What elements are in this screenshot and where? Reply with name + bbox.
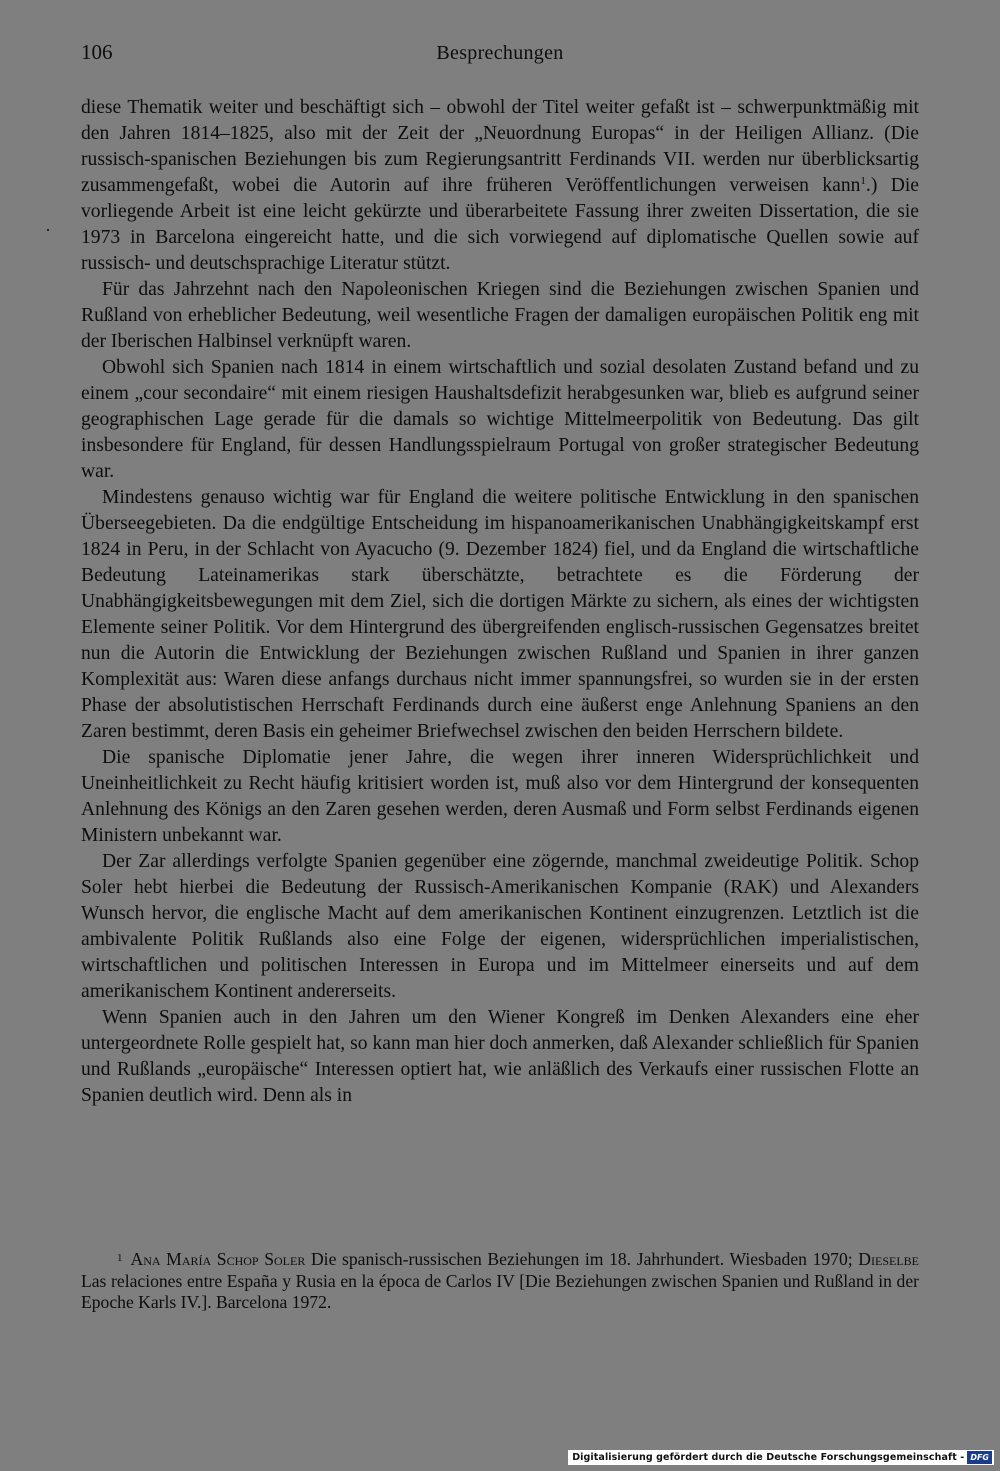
paragraph-1-text-a: diese Thematik weiter und beschäftigt sich – obwohl der Titel weiter gefaßt ist – schwerpunktmäßig mit den Jahren 1814–1825, also mit der Zeit der „Neuordnung Europas“ in der Heiligen Allianz. (Die russisch-spanischen Beziehungen bis zum Regierungsantritt Ferdinands VII. werden nur überblicksartig zusammengefaßt, wobei die Autorin auf ihre früheren Veröffentlichungen verweisen kann	[81, 97, 919, 196]
paragraph-1	[81, 95, 919, 277]
footnote-author-2: Dieselbe	[858, 1249, 919, 1269]
footnote-text-1: Die spanisch-russischen Beziehungen im 18. Jahrhundert. Wiesbaden 1970;	[305, 1249, 859, 1269]
paragraph-3: Obwohl sich Spanien nach 1814 in einem wirtschaftlich und sozial desolaten Zustand befand und zu einem „cour secondaire“ mit einem riesigen Haushaltsdefizit herabgesunken war, blieb es aufgrund seiner geographischen Lage gerade für die damals so wichtige Mittelmeerpolitik von Bedeutung. Das gilt insbesondere für England, für dessen Handlungsspielraum Portugal von großer strategischer Bedeutung war.	[81, 357, 919, 482]
paragraph-6: Der Zar allerdings verfolgte Spanien gegenüber eine zögernde, manchmal zweideutige Politik. Schop Soler hebt hierbei die Bedeutung der Russisch-Amerikanischen Kompanie (RAK) und Alexanders Wunsch hervor, die englische Macht auf dem amerikanischen Kontinent einzugrenzen. Letztlich ist die ambivalente Politik Rußlands also eine Folge der eigenen, widersprüchlichen imperialistischen, wirtschaftlichen und politischen Interessen in Europa und im Mittelmeer einerseits und auf dem amerikanischem Kontinent andererseits.	[81, 851, 919, 1002]
funding-footer	[568, 1450, 994, 1465]
article-body	[81, 95, 919, 1109]
paragraph-7: Wenn Spanien auch in den Jahren um den Wiener Kongreß im Denken Alexanders eine eher untergeordnete Rolle gespielt hat, so kann man hier doch anmerken, daß Alexander schließlich für Spanien und Rußlands „europäische“ Interessen optiert hat, wie anläßlich des Verkaufs einer russischen Flotte an Spanien deutlich wird. Denn als in	[81, 1007, 919, 1106]
footnotes	[81, 1248, 919, 1314]
paragraph-1-text-b: .) Die vorliegende Arbeit ist eine leicht gekürzte und überarbeitete Fassung ihrer zweiten Dissertation, die sie 1973 in Barcelona eingereicht hatte, und die sich vorwiegend auf diplomatische Quellen sowie auf russisch- und deutschsprachige Literatur stützt.	[81, 175, 919, 274]
footnote-reference: 1	[860, 175, 866, 187]
paragraph-5: Die spanische Diplomatie jener Jahre, die wegen ihrer inneren Widersprüchlichkeit und Uneinheitlichkeit zu Recht häufig kritisiert worden ist, muß also vor dem Hintergrund der konsequenten Anlehnung des Königs an den Zaren gesehen werden, deren Ausmaß und Form selbst Ferdinands eigenen Ministern unbekannt war.	[81, 747, 919, 846]
paragraph-2: Für das Jahrzehnt nach den Napoleonischen Kriegen sind die Beziehungen zwischen Spanien und Rußland von erheblicher Bedeutung, weil wesentliche Fragen der damaligen europäischen Politik eng mit der Iberischen Halbinsel verknüpft waren.	[81, 279, 919, 352]
footnote-author: Ana María Schop Soler	[130, 1249, 306, 1269]
paragraph-4: Mindestens genauso wichtig war für England die weitere politische Entwicklung in den spanischen Überseegebieten. Da die endgültige Entscheidung im hispanoamerikanischen Unabhängigkeitskampf erst 1824 in Peru, in der Schlacht von Ayacucho (9. Dezember 1824) fiel, und da England die wirtschaftliche Bedeutung Lateinamerikas stark überschätzte, betrachtete es die Förderung der Unabhängigkeitsbewegungen mit dem Ziel, sich die dortigen Märkte zu sichern, als eines der wichtigsten Elemente seiner Politik. Vor dem Hintergrund des übergreifenden englisch-russischen Gegensatzes breitet nun die Autorin die Entwicklung der Beziehungen zwischen Rußland und Spanien in ihrer ganzen Komplexität aus: Waren diese anfangs durchaus nicht immer spannungsfrei, so wurden sie in der ersten Phase der absolutistischen Herrschaft Ferdinands durch eine äußerst enge Anlehnung Spaniens an den Zaren bestimmt, deren Basis ein geheimer Briefwechsel zwischen den beiden Herrschern bildete.	[81, 487, 919, 742]
scan-speck	[47, 229, 49, 231]
page-number: 106	[81, 40, 113, 64]
funding-note: Digitalisierung gefördert durch die Deutsche Forschungsgemeinschaft -	[572, 1452, 965, 1463]
footnote-1	[81, 1248, 919, 1314]
footnote-marker: 1	[117, 1252, 123, 1264]
footnote-text-2: Las relaciones entre España y Rusia en la época de Carlos IV [Die Beziehungen zwischen Spanien und Rußland in der Epoche Karls IV.]. Barcelona 1972.	[81, 1270, 919, 1312]
dfg-logo-icon: DFG	[967, 1451, 992, 1464]
running-head: Besprechungen	[436, 42, 564, 64]
